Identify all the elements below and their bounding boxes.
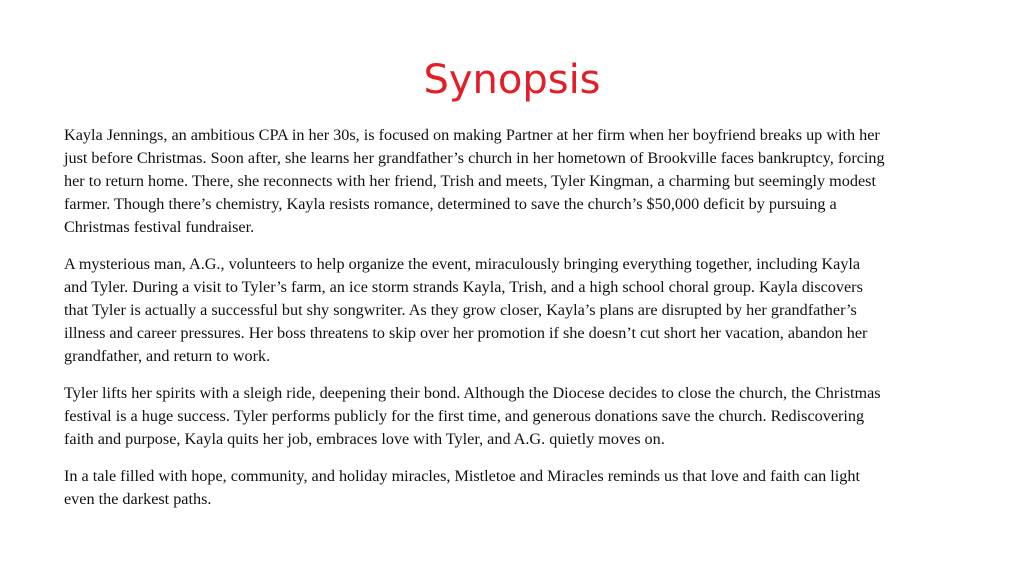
paragraph-4 <box>64 465 944 511</box>
paragraph-line: farmer. Though there’s chemistry, Kayla resists romance, determined to save the church’s $50,000 deficit by pursuing a <box>64 195 837 213</box>
paragraph-line: that Tyler is actually a successful but shy songwriter. As they grow closer, Kayla’s plans are disrupted by her grandfather’s <box>64 301 857 319</box>
paragraph-line: just before Christmas. Soon after, she learns her grandfather’s church in her hometown of Brookville faces bankruptcy, forcing <box>64 149 885 167</box>
paragraph-line: and Tyler. During a visit to Tyler’s farm, an ice storm strands Kayla, Trish, and a high school choral group. Kayla discovers <box>64 278 863 296</box>
paragraph-line: even the darkest paths. <box>64 490 212 508</box>
paragraph-line: grandfather, and return to work. <box>64 347 271 365</box>
paragraph-line: Christmas festival fundraiser. <box>64 218 255 236</box>
paragraph-line: illness and career pressures. Her boss threatens to skip over her promotion if she doesn’t cut short her vacation, abandon her <box>64 324 868 342</box>
paragraph-line: A mysterious man, A.G., volunteers to help organize the event, miraculously bringing everything together, including Kayla <box>64 255 861 273</box>
paragraph-2 <box>64 253 944 368</box>
paragraph-3 <box>64 382 944 451</box>
synopsis-body <box>64 124 944 525</box>
paragraph-line: Kayla Jennings, an ambitious CPA in her 30s, is focused on making Partner at her firm when her boyfriend breaks up with her <box>64 126 880 144</box>
slide-title: Synopsis <box>423 57 601 103</box>
paragraph-line: her to return home. There, she reconnects with her friend, Trish and meets, Tyler Kingman, a charming but seemingly modest <box>64 172 876 190</box>
paragraph-line: In a tale filled with hope, community, and holiday miracles, Mistletoe and Miracles reminds us that love and faith can light <box>64 467 860 485</box>
paragraph-line: Tyler lifts her spirits with a sleigh ride, deepening their bond. Although the Diocese decides to close the church, the Christmas <box>64 384 881 402</box>
paragraph-1 <box>64 124 944 239</box>
paragraph-line: faith and purpose, Kayla quits her job, embraces love with Tyler, and A.G. quietly moves on. <box>64 430 665 448</box>
paragraph-line: festival is a huge success. Tyler performs publicly for the first time, and generous donations save the church. Rediscovering <box>64 407 865 425</box>
